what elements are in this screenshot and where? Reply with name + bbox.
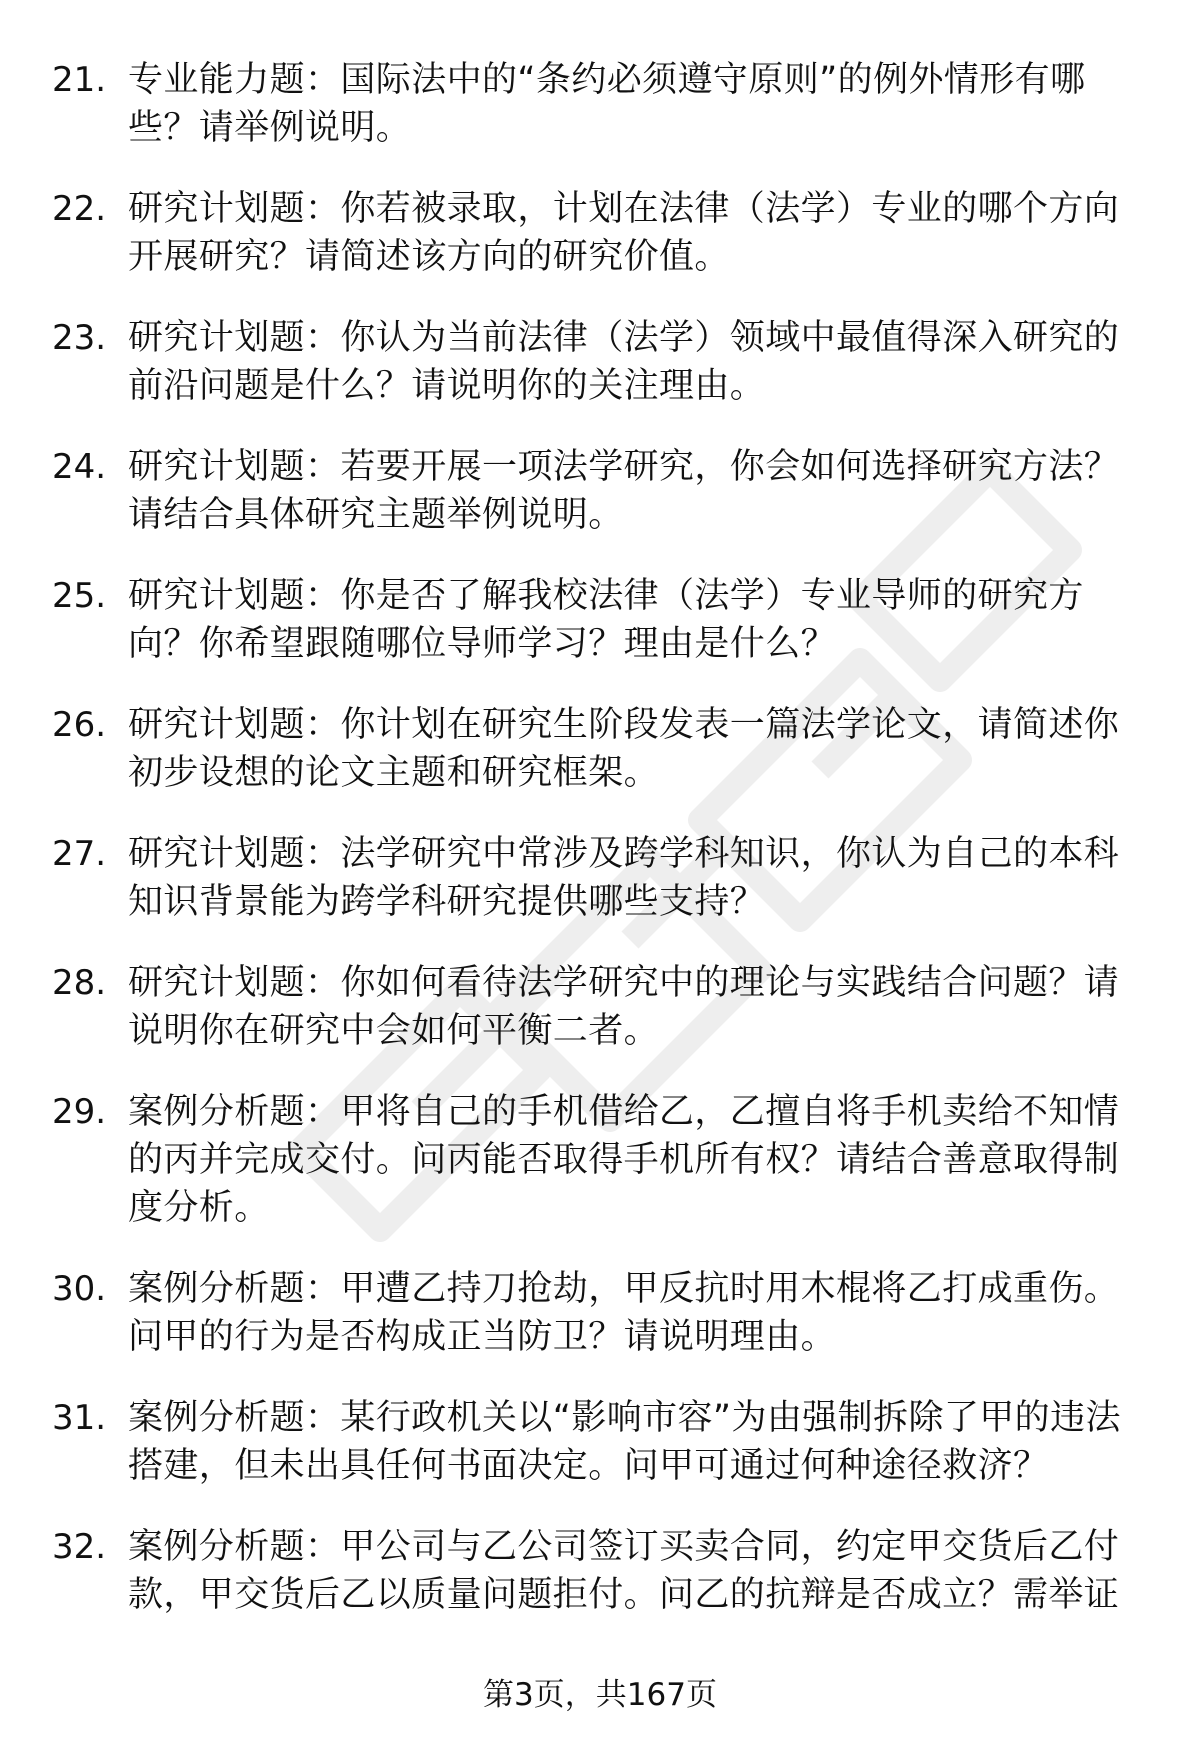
question-item xyxy=(52,443,1148,539)
question-text: 研究计划题：你如何看待法学研究中的理论与实践结合问题？请说明你在研究中会如何平衡二者。 xyxy=(128,963,1120,1051)
question-text: 案例分析题：甲将自己的手机借给乙，乙擅自将手机卖给不知情的丙并完成交付。问丙能否取得手机所有权？请结合善意取得制度分析。 xyxy=(128,1092,1120,1228)
question-number: 21. xyxy=(52,60,107,100)
question-number: 26. xyxy=(52,705,107,745)
question-item xyxy=(52,701,1148,797)
question-number: 32. xyxy=(52,1527,107,1567)
question-number: 22. xyxy=(52,189,107,229)
question-number: 28. xyxy=(52,963,107,1003)
question-text: 研究计划题：你认为当前法律（法学）领域中最值得深入研究的前沿问题是什么？请说明你的关注理由。 xyxy=(128,318,1120,406)
question-text: 研究计划题：你是否了解我校法律（法学）专业导师的研究方向？你希望跟随哪位导师学习？理由是什么？ xyxy=(128,576,1084,664)
question-text: 研究计划题：若要开展一项法学研究，你会如何选择研究方法？请结合具体研究主题举例说明。 xyxy=(128,447,1120,535)
page-footer xyxy=(0,1675,1200,1715)
question-item xyxy=(52,1265,1148,1361)
question-item xyxy=(52,572,1148,668)
question-item xyxy=(52,959,1148,1055)
question-text: 案例分析题：某行政机关以“影响市容”为由强制拆除了甲的违法搭建，但未出具任何书面决定。问甲可通过何种途径救济？ xyxy=(128,1398,1121,1486)
question-number: 23. xyxy=(52,318,107,358)
question-item xyxy=(52,1394,1148,1490)
question-list xyxy=(52,56,1148,1652)
question-text: 研究计划题：你计划在研究生阶段发表一篇法学论文，请简述你初步设想的论文主题和研究框架。 xyxy=(128,705,1120,793)
question-item xyxy=(52,56,1148,152)
question-number: 27. xyxy=(52,834,107,874)
question-number: 29. xyxy=(52,1092,107,1132)
question-text: 研究计划题：法学研究中常涉及跨学科知识，你认为自己的本科知识背景能为跨学科研究提供哪些支持？ xyxy=(128,834,1120,922)
question-item xyxy=(52,314,1148,410)
question-text: 专业能力题：国际法中的“条约必须遵守原则”的例外情形有哪些？请举例说明。 xyxy=(128,60,1086,148)
question-item xyxy=(52,185,1148,281)
question-number: 25. xyxy=(52,576,107,616)
question-number: 31. xyxy=(52,1398,107,1438)
question-text: 研究计划题：你若被录取，计划在法律（法学）专业的哪个方向开展研究？请简述该方向的研究价值。 xyxy=(128,189,1120,277)
question-item xyxy=(52,1523,1148,1619)
page-number-label: 第3页，共167页 xyxy=(483,1677,717,1713)
question-text: 案例分析题：甲公司与乙公司签订买卖合同，约定甲交货后乙付款，甲交货后乙以质量问题拒付。问乙的抗辩是否成立？需举证 xyxy=(128,1527,1120,1615)
question-item xyxy=(52,1088,1148,1232)
question-item xyxy=(52,830,1148,926)
question-text: 案例分析题：甲遭乙持刀抢劫，甲反抗时用木棍将乙打成重伤。问甲的行为是否构成正当防卫？请说明理由。 xyxy=(128,1269,1120,1357)
question-number: 24. xyxy=(52,447,107,487)
question-number: 30. xyxy=(52,1269,107,1309)
